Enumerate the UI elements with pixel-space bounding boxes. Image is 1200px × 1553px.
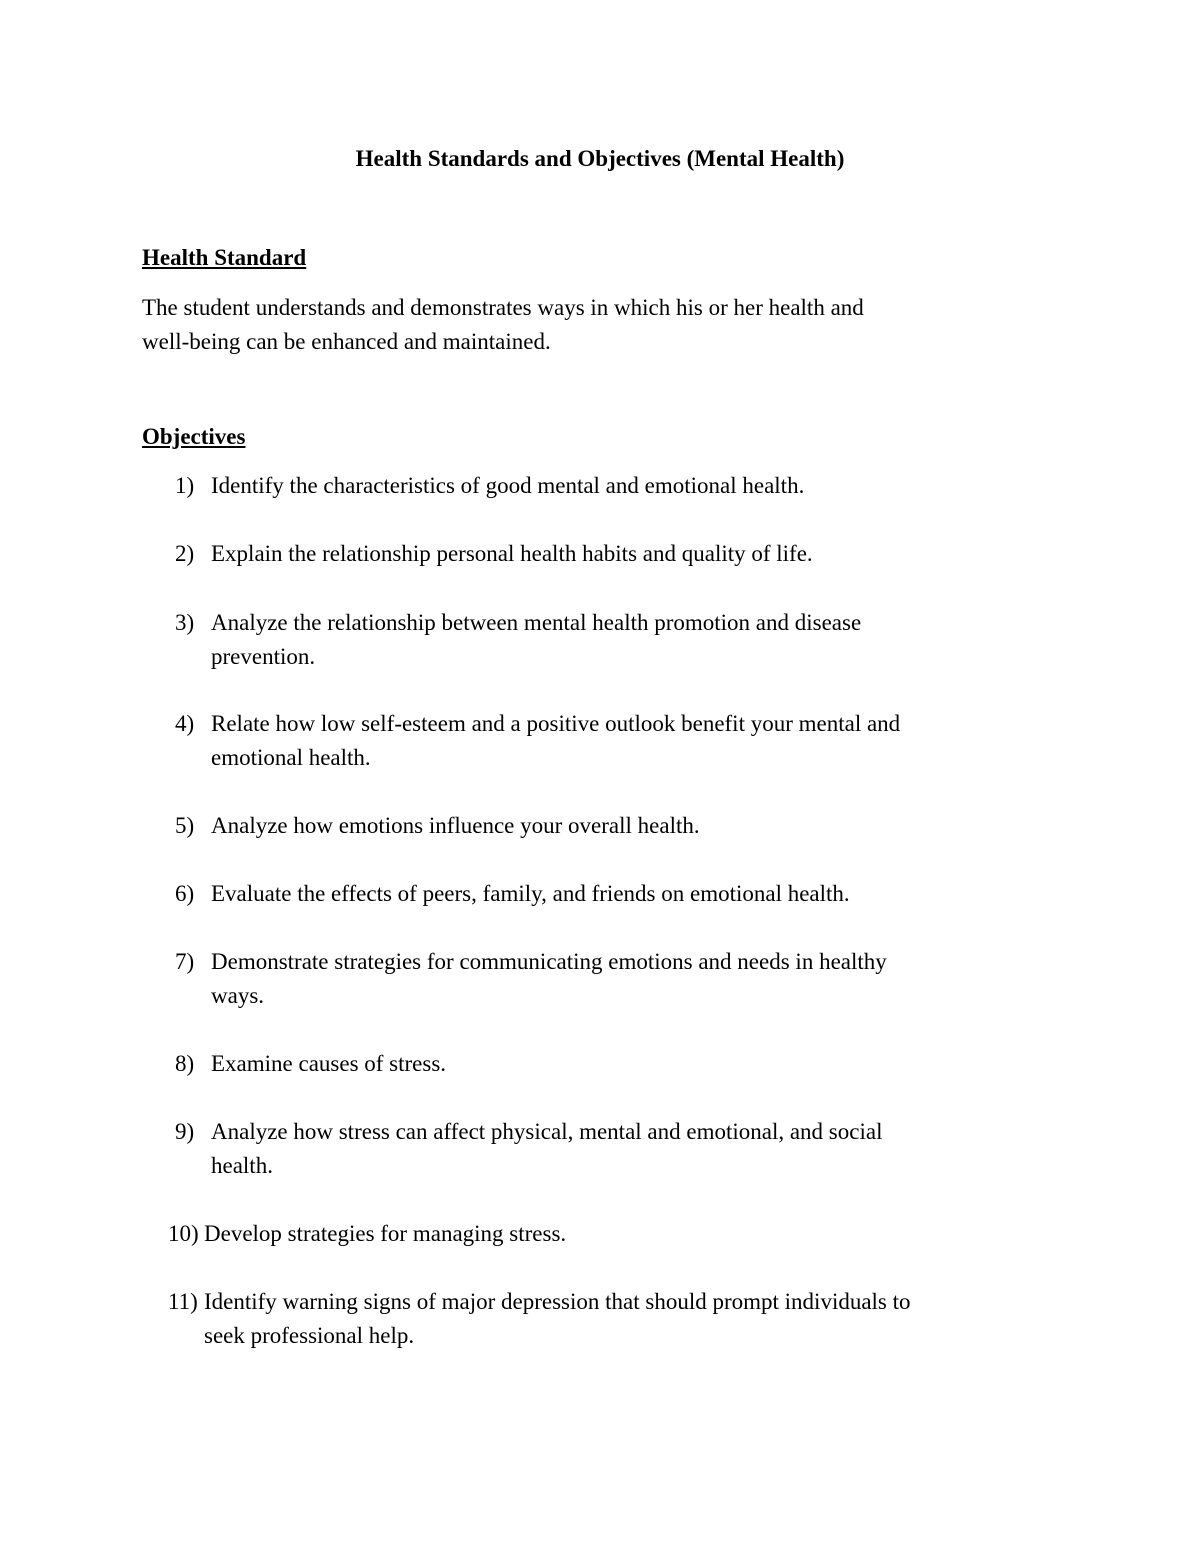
objective-text — [211, 945, 1071, 1013]
objective-line-1: Analyze how emotions influence your overall health. — [211, 813, 700, 838]
objective-line-1: Demonstrate strategies for communicating emotions and needs in healthy — [211, 949, 887, 974]
objective-line-1: Identify the characteristics of good mental and emotional health. — [211, 473, 805, 498]
objective-number: 7) — [175, 949, 195, 974]
objective-text — [211, 809, 1071, 843]
objective-text — [211, 1115, 1071, 1183]
objective-line-1: Analyze how stress can affect physical, mental and emotional, and social — [211, 1119, 883, 1144]
objective-text — [204, 1217, 1064, 1251]
objective-line-2: prevention. — [211, 644, 316, 669]
objective-line-1: Examine causes of stress. — [211, 1051, 447, 1076]
objective-number: 11) — [168, 1289, 198, 1314]
objective-text — [211, 537, 1071, 571]
objective-line-2: ways. — [211, 983, 265, 1008]
health-standard-heading: Health Standard — [142, 245, 307, 270]
objective-text — [211, 707, 1071, 775]
objective-line-2: seek professional help. — [204, 1323, 415, 1348]
objectives-heading: Objectives — [142, 424, 246, 449]
objective-number: 3) — [175, 610, 195, 635]
health-standard-text-line-1: The student understands and demonstrates ways in which his or her health and — [142, 295, 864, 320]
objective-number: 5) — [175, 813, 195, 838]
objective-text — [211, 1047, 1071, 1081]
objective-line-1: Explain the relationship personal health habits and quality of life. — [211, 541, 813, 566]
objective-number: 4) — [175, 711, 195, 736]
objective-line-1: Develop strategies for managing stress. — [204, 1221, 567, 1246]
objective-number: 6) — [175, 881, 195, 906]
objective-text — [211, 469, 1071, 503]
objective-number: 2) — [175, 541, 195, 566]
objective-text — [204, 1285, 1064, 1353]
objective-line-1: Analyze the relationship between mental health promotion and disease — [211, 610, 862, 635]
objective-line-1: Relate how low self-esteem and a positive outlook benefit your mental and — [211, 711, 901, 736]
objective-line-2: health. — [211, 1153, 273, 1178]
objective-number: 1) — [175, 473, 195, 498]
objective-number: 9) — [175, 1119, 195, 1144]
objective-number: 8) — [175, 1051, 195, 1076]
document-title: Health Standards and Objectives (Mental Health) — [355, 146, 845, 171]
objective-line-1: Identify warning signs of major depression that should prompt individuals to — [204, 1289, 911, 1314]
health-standard-text-line-2: well-being can be enhanced and maintained. — [142, 329, 551, 354]
objective-text — [211, 606, 1071, 674]
objective-text — [211, 877, 1071, 911]
objective-line-2: emotional health. — [211, 745, 371, 770]
objective-number: 10) — [168, 1221, 199, 1246]
objective-line-1: Evaluate the effects of peers, family, and friends on emotional health. — [211, 881, 850, 906]
